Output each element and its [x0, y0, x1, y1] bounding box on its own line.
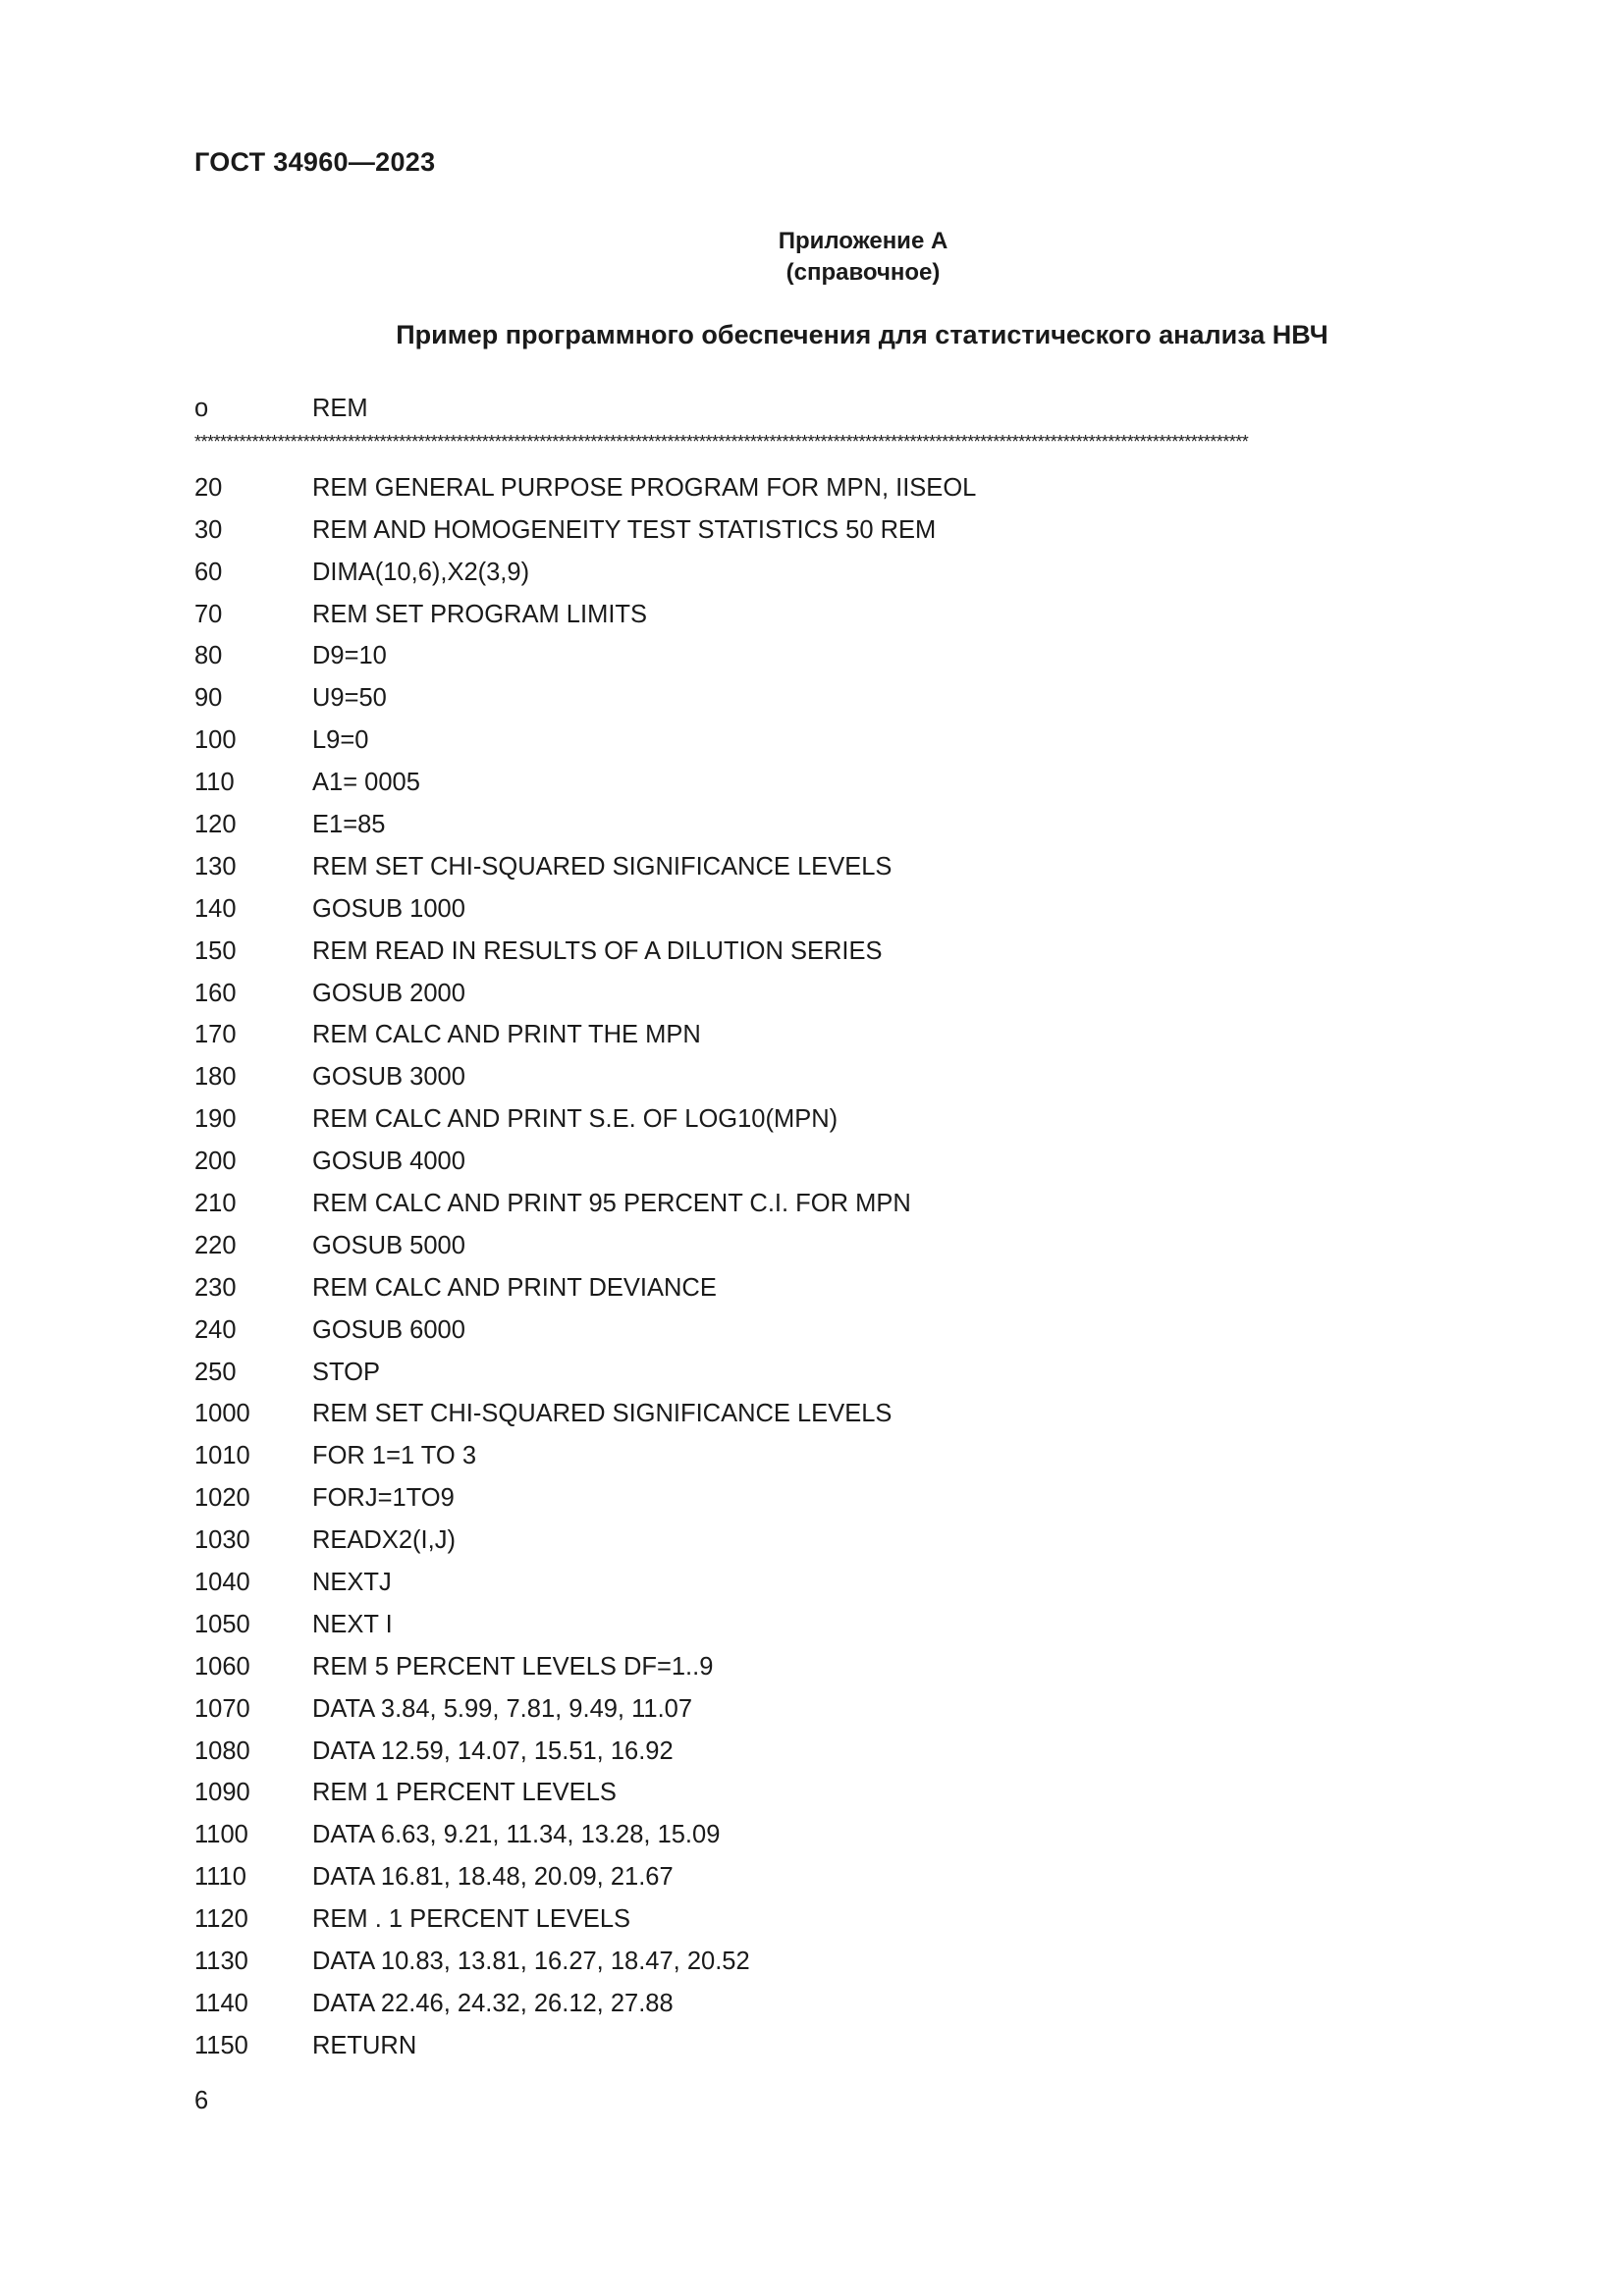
line-statement: FOR 1=1 TO 3	[312, 1442, 477, 1470]
listing-line	[194, 1267, 1530, 1309]
listing-line	[194, 1435, 1530, 1477]
listing-line	[194, 1562, 1530, 1604]
listing-line	[194, 1688, 1530, 1731]
line-statement: L9=0	[312, 726, 369, 755]
program-listing	[194, 388, 1530, 2067]
listing-line	[194, 635, 1530, 677]
line-statement: GOSUB 6000	[312, 1315, 465, 1344]
line-statement: NEXTJ	[312, 1568, 392, 1596]
line-number: 1120	[194, 1905, 248, 1934]
line-number: 130	[194, 852, 237, 881]
line-number: 180	[194, 1063, 237, 1092]
line-statement: REM SET CHI-SQUARED SIGNIFICANCE LEVELS	[312, 852, 893, 881]
line-number: 20	[194, 473, 223, 502]
line-number: 80	[194, 642, 223, 670]
listing-line	[194, 762, 1530, 804]
appendix-heading	[0, 226, 1624, 289]
line-number: 100	[194, 726, 237, 755]
line-number: 150	[194, 936, 237, 965]
line-statement: STOP	[312, 1358, 380, 1386]
line-number: 140	[194, 894, 237, 923]
line-number: 240	[194, 1315, 237, 1344]
listing-line	[194, 1604, 1530, 1646]
line-statement: REM CALC AND PRINT 95 PERCENT C.I. FOR MPN	[312, 1189, 911, 1217]
listing-line	[194, 1098, 1530, 1141]
line-number: 60	[194, 558, 223, 586]
line-number: 160	[194, 979, 237, 1007]
line-statement: A1= 0005	[312, 769, 420, 797]
listing-line	[194, 1983, 1530, 2025]
line-statement: DATA 10.83, 13.81, 16.27, 18.47, 20.52	[312, 1948, 750, 1975]
listing-line	[194, 846, 1530, 888]
line-number: 1080	[194, 1736, 250, 1765]
listing-line	[194, 1941, 1530, 1983]
line-number: 70	[194, 600, 223, 628]
line-number: 1140	[194, 1989, 248, 2017]
appendix-subtitle: (справочное)	[785, 259, 941, 286]
listing-line	[194, 1856, 1530, 1898]
line-number: 120	[194, 810, 237, 838]
listing-lines	[194, 467, 1530, 2067]
listing-line	[194, 1477, 1530, 1520]
line-statement: NEXT I	[312, 1610, 393, 1638]
listing-line	[194, 552, 1530, 594]
line-statement: GOSUB 2000	[312, 979, 465, 1007]
line-statement: REM CALC AND PRINT S.E. OF LOG10(MPN)	[312, 1105, 839, 1134]
line-number: 30	[194, 515, 223, 544]
line-statement: REM GENERAL PURPOSE PROGRAM FOR MPN, IISEOL	[312, 473, 977, 502]
page-number: 6	[194, 2087, 209, 2114]
line-number: 1060	[194, 1652, 250, 1681]
listing-line	[194, 720, 1530, 762]
line-statement: E1=85	[312, 810, 386, 838]
listing-line	[194, 1225, 1530, 1267]
line-number: 1050	[194, 1610, 250, 1638]
listing-line	[194, 677, 1530, 720]
listing-line	[194, 1309, 1530, 1352]
line-number: 1000	[194, 1400, 250, 1428]
listing-line	[194, 1646, 1530, 1688]
line-number: 1020	[194, 1484, 250, 1513]
line-statement: REM CALC AND PRINT DEVIANCE	[312, 1273, 717, 1302]
line-number: 200	[194, 1148, 237, 1176]
listing-line	[194, 1773, 1530, 1815]
line-number: 190	[194, 1105, 237, 1134]
listing-line	[194, 1731, 1530, 1773]
line-statement: DATA 6.63, 9.21, 11.34, 13.28, 15.09	[312, 1821, 721, 1849]
line-number: 1110	[194, 1863, 246, 1892]
listing-line	[194, 388, 1530, 430]
line-number: 170	[194, 1021, 237, 1049]
line-number: о	[194, 394, 209, 422]
line-number: 1150	[194, 2031, 248, 2059]
listing-line	[194, 509, 1530, 552]
line-statement: READX2(I,J)	[312, 1526, 456, 1555]
line-statement: DATA 12.59, 14.07, 15.51, 16.92	[312, 1736, 674, 1765]
line-statement: REM CALC AND PRINT THE MPN	[312, 1021, 701, 1049]
line-number: 230	[194, 1273, 237, 1302]
listing-line	[194, 931, 1530, 973]
document-code: ГОСТ 34960—2023	[194, 147, 436, 177]
listing-line	[194, 1183, 1530, 1225]
line-statement: DATA 22.46, 24.32, 26.12, 27.88	[312, 1989, 674, 2017]
line-number: 90	[194, 684, 223, 713]
line-statement: RETURN	[312, 2031, 417, 2059]
listing-line	[194, 1352, 1530, 1394]
listing-line	[194, 888, 1530, 931]
line-statement: U9=50	[312, 684, 387, 713]
line-statement: REM AND HOMOGENEITY TEST STATISTICS 50 REM	[312, 515, 937, 544]
line-number: 1040	[194, 1568, 250, 1596]
line-number: 110	[194, 769, 235, 797]
line-number: 220	[194, 1231, 237, 1259]
line-statement: GOSUB 3000	[312, 1063, 465, 1092]
listing-line	[194, 1056, 1530, 1098]
line-statement: REM . 1 PERCENT LEVELS	[312, 1905, 631, 1934]
line-number: 1070	[194, 1694, 250, 1723]
listing-line	[194, 973, 1530, 1015]
listing-line	[194, 1141, 1530, 1183]
document-title	[0, 320, 1624, 350]
line-statement: REM READ IN RESULTS OF A DILUTION SERIES	[312, 936, 883, 965]
listing-line	[194, 594, 1530, 636]
listing-line	[194, 1898, 1530, 1941]
line-number: 210	[194, 1189, 237, 1217]
appendix-title: Приложение А	[778, 228, 948, 254]
document-title-text: Пример программного обеспечения для статистического анализа НВЧ	[396, 320, 1328, 349]
listing-line	[194, 1393, 1530, 1435]
line-statement: DIMA(10,6),X2(3,9)	[312, 558, 530, 586]
listing-line	[194, 2025, 1530, 2067]
line-statement: GOSUB 5000	[312, 1231, 465, 1259]
line-number: 1030	[194, 1526, 250, 1555]
line-number: 1010	[194, 1442, 250, 1470]
line-statement: REM 1 PERCENT LEVELS	[312, 1779, 617, 1807]
line-number: 1090	[194, 1779, 250, 1807]
listing-line	[194, 467, 1530, 509]
line-statement: REM	[312, 394, 368, 422]
asterisk-separator: *********************************************************************************************************************************************************************	[194, 431, 1249, 452]
line-number: 1100	[194, 1821, 248, 1849]
line-statement: FORJ=1TO9	[312, 1484, 455, 1513]
line-statement: REM 5 PERCENT LEVELS DF=1..9	[312, 1652, 714, 1681]
line-statement: D9=10	[312, 642, 387, 670]
line-statement: REM SET CHI-SQUARED SIGNIFICANCE LEVELS	[312, 1400, 893, 1428]
line-number: 250	[194, 1358, 237, 1386]
listing-line	[194, 1814, 1530, 1856]
line-statement: GOSUB 1000	[312, 894, 465, 923]
line-statement: DATA 3.84, 5.99, 7.81, 9.49, 11.07	[312, 1694, 693, 1723]
line-number: 1130	[194, 1948, 248, 1975]
listing-line	[194, 1014, 1530, 1056]
line-statement: GOSUB 4000	[312, 1148, 465, 1176]
line-statement: DATA 16.81, 18.48, 20.09, 21.67	[312, 1863, 674, 1892]
listing-line	[194, 1520, 1530, 1562]
listing-line	[194, 804, 1530, 846]
line-statement: REM SET PROGRAM LIMITS	[312, 600, 647, 628]
